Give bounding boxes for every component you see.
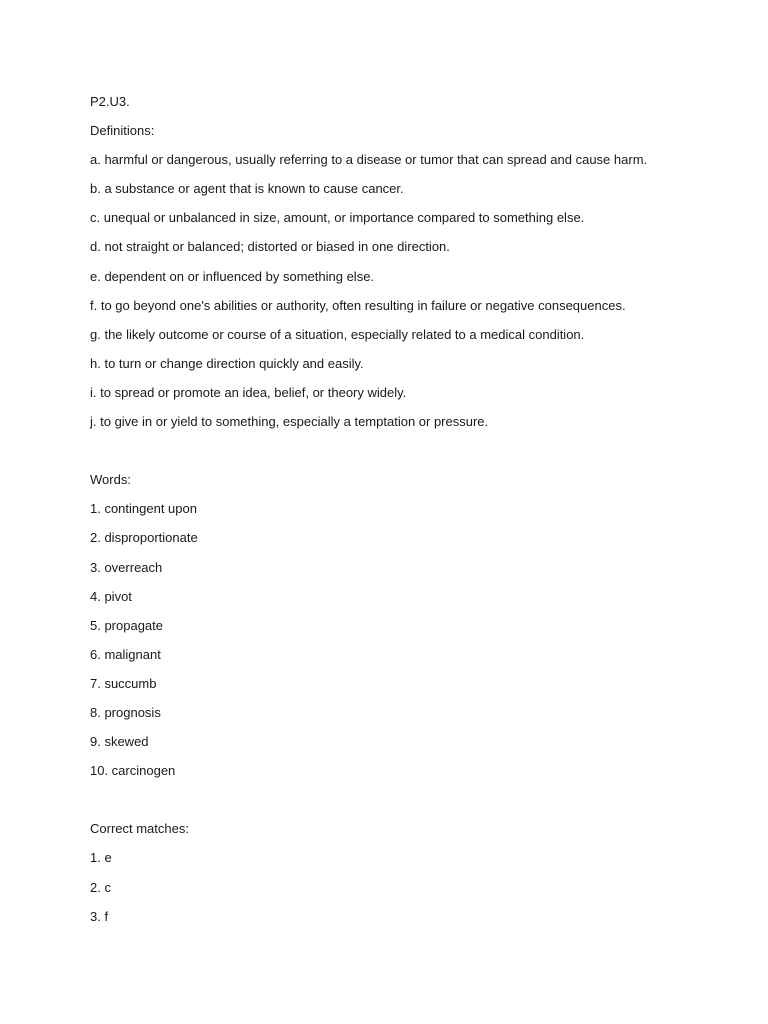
word-item: 7. succumb <box>90 675 157 691</box>
matches-heading: Correct matches: <box>90 821 189 837</box>
definition-item: a. harmful or dangerous, usually referring to a disease or tumor that can spread and cause harm. <box>90 152 648 168</box>
match-item: 3. f <box>90 908 109 924</box>
definition-item: f. to go beyond one's abilities or authority, often resulting in failure or negative consequences. <box>90 297 626 313</box>
definition-item: h. to turn or change direction quickly and easily. <box>90 355 364 371</box>
definitions-heading: Definitions: <box>90 123 155 139</box>
match-item: 1. e <box>90 850 112 866</box>
word-item: 8. prognosis <box>90 704 161 720</box>
word-item: 1. contingent upon <box>90 501 197 517</box>
words-heading: Words: <box>90 472 131 488</box>
blank-line <box>90 791 730 820</box>
words-list <box>90 500 730 791</box>
definition-item: g. the likely outcome or course of a situation, especially related to a medical condition. <box>90 326 585 342</box>
definition-item: e. dependent on or influenced by something else. <box>90 268 375 284</box>
matches-list <box>90 849 730 936</box>
definitions-list <box>90 151 730 442</box>
definition-item: b. a substance or agent that is known to cause cancer. <box>90 181 404 197</box>
word-item: 3. overreach <box>90 559 163 575</box>
definition-item: j. to give in or yield to something, especially a temptation or pressure. <box>90 414 489 430</box>
document-title: P2.U3. <box>90 94 130 109</box>
word-item: 5. propagate <box>90 617 164 633</box>
word-item: 2. disproportionate <box>90 530 198 546</box>
definition-item: c. unequal or unbalanced in size, amount, or importance compared to something else. <box>90 210 585 226</box>
word-item: 10. carcinogen <box>90 763 176 779</box>
match-item: 2. c <box>90 879 111 895</box>
document-body <box>90 93 730 937</box>
word-item: 6. malignant <box>90 646 161 662</box>
definition-item: d. not straight or balanced; distorted or biased in one direction. <box>90 239 450 255</box>
word-item: 4. pivot <box>90 588 132 604</box>
blank-line <box>90 442 730 471</box>
definition-item: i. to spread or promote an idea, belief, or theory widely. <box>90 384 407 400</box>
word-item: 9. skewed <box>90 734 149 750</box>
